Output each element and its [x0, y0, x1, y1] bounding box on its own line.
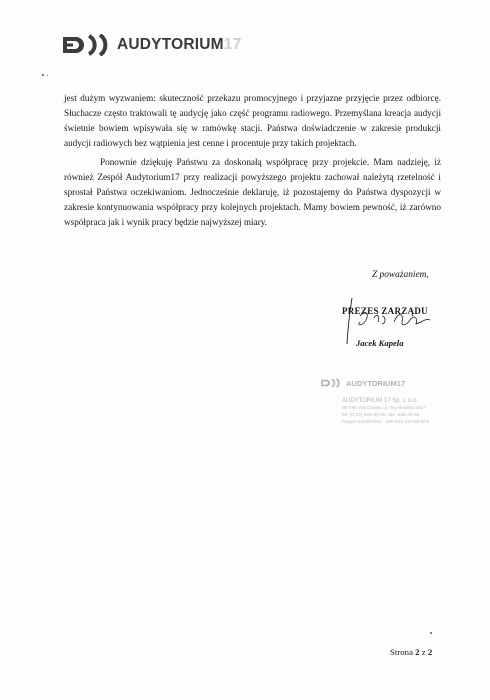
company-stamp-brand: AUDYTORIUM17 — [346, 379, 406, 388]
company-stamp-line: AUDYTORIUM 17 Sp. z o.o. — [342, 398, 418, 404]
scan-speck — [47, 75, 48, 76]
company-stamp-line: Regon 015397022 · NIP 521-127-85-876 — [342, 420, 430, 425]
letterhead — [60, 34, 260, 56]
closing-salutation: Z poważaniem, — [372, 270, 429, 280]
paragraph-1: jest dużym wyzwaniem: skuteczność przekazu promocyjnego i przyjazne przyjęcie przez odbiorcę. Słuchacze często traktowali tę audycję jako część programu radiowego. Przemyślana kreacja audycji świetnie bowiem wpisywała się w ramówkę stacji. Państwa doświadczenie w zakresie produkcji audycji radiowych bez wątpienia jest cenne i procentuje przy takich projektach. — [64, 93, 441, 148]
letterhead-brand-number: 17 — [223, 36, 242, 53]
scan-speck — [430, 632, 432, 634]
letter-body — [64, 91, 441, 230]
stamp-title: PREZES ZARZĄDU — [342, 306, 428, 316]
company-stamp-line: tel. (0-22) 645-33-00, fax. 645-33-66 — [342, 413, 420, 418]
company-stamp-details — [342, 398, 472, 426]
company-stamp-logo-icon — [320, 376, 344, 390]
company-stamp — [320, 376, 470, 446]
page-number: Strona 2 z 2 — [390, 647, 433, 657]
paragraph-2: Ponownie dziękuję Państwu za doskonałą współpracę przy projekcie. Mam nadzieję, iż również Zespół Audytorium17 przy realizacji powyższego projektu zachował należytą rzetelność i sprostał Państwa oczekiwaniom. Jednocześnie deklaruję, iż pozostajemy do Państwa dyspozycji w zakresie kontynuowania współpracy przy kolejnych projektach. Mamy bowiem pewność, iż zarówno współpraca jak i wynik pracy będzie najwyższej miary. — [64, 157, 441, 227]
audytorium-logo-icon — [60, 34, 118, 56]
company-stamp-line: 00-496 Warszawa, ul. Wynikalska 3/5/7 — [342, 406, 426, 411]
scan-speck — [42, 74, 44, 76]
letterhead-brand: AUDYTORIUM17 — [117, 36, 242, 53]
stamp-name: Jacek Kapela — [356, 338, 404, 348]
